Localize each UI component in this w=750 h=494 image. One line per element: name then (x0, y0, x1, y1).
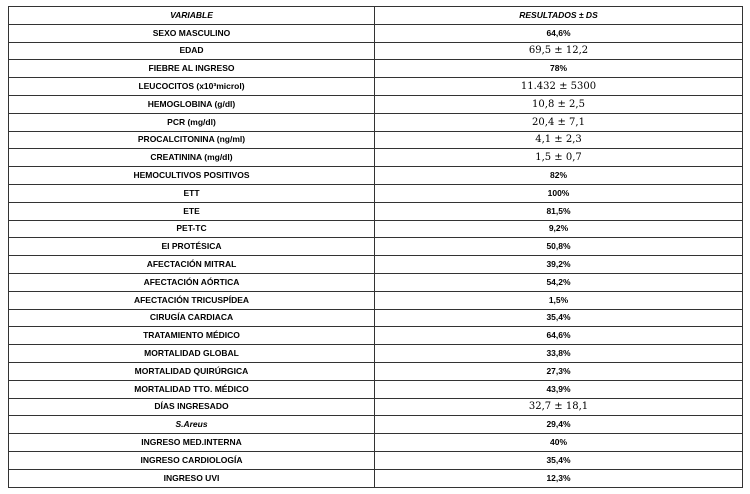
table-row (9, 345, 743, 363)
table-row (9, 238, 743, 256)
variable-cell: MORTALIDAD TTO. MÉDICO (9, 380, 375, 398)
value-cell: 32,7 ± 18,1 (375, 398, 743, 416)
variable-cell: HEMOCULTIVOS POSITIVOS (9, 167, 375, 185)
variable-cell: AFECTACIÓN MITRAL (9, 256, 375, 274)
table-row (9, 291, 743, 309)
value-cell: 11.432 ± 5300 (375, 78, 743, 96)
variable-cell: INGRESO MED.INTERNA (9, 434, 375, 452)
value-cell: 81,5% (375, 202, 743, 220)
table-row (9, 469, 743, 487)
table-row (9, 398, 743, 416)
value-cell: 50,8% (375, 238, 743, 256)
table-row (9, 95, 743, 113)
table-row (9, 131, 743, 149)
variable-cell: ETE (9, 202, 375, 220)
value-cell: 4,1 ± 2,3 (375, 131, 743, 149)
value-cell: 43,9% (375, 380, 743, 398)
variable-cell: CIRUGÍA CARDIACA (9, 309, 375, 327)
variable-cell: CREATININA (mg/dl) (9, 149, 375, 167)
value-cell: 27,3% (375, 362, 743, 380)
value-cell: 35,4% (375, 451, 743, 469)
results-table (8, 6, 743, 488)
table-row (9, 451, 743, 469)
value-cell: 64,6% (375, 24, 743, 42)
value-cell: 54,2% (375, 273, 743, 291)
table-row (9, 24, 743, 42)
variable-cell: PET-TC (9, 220, 375, 238)
table-row (9, 42, 743, 60)
variable-cell: DÍAS INGRESADO (9, 398, 375, 416)
table-row (9, 362, 743, 380)
value-cell: 35,4% (375, 309, 743, 327)
variable-cell: FIEBRE AL INGRESO (9, 60, 375, 78)
variable-cell: AFECTACIÓN AÓRTICA (9, 273, 375, 291)
variable-cell: INGRESO CARDIOLOGÍA (9, 451, 375, 469)
table-row (9, 149, 743, 167)
table-row (9, 273, 743, 291)
variable-cell: S.Areus (9, 416, 375, 434)
table-row (9, 184, 743, 202)
value-cell: 78% (375, 60, 743, 78)
table-row (9, 202, 743, 220)
column-header-variable: VARIABLE (9, 7, 375, 25)
variable-cell: HEMOGLOBINA (g/dl) (9, 95, 375, 113)
table-row (9, 327, 743, 345)
table-row (9, 167, 743, 185)
variable-cell: AFECTACIÓN TRICUSPÍDEA (9, 291, 375, 309)
value-cell: 9,2% (375, 220, 743, 238)
table-row (9, 309, 743, 327)
variable-cell: LEUCOCITOS (x10³microl) (9, 78, 375, 96)
variable-cell: TRATAMIENTO MÉDICO (9, 327, 375, 345)
table-row (9, 220, 743, 238)
table-row (9, 256, 743, 274)
value-cell: 40% (375, 434, 743, 452)
value-cell: 33,8% (375, 345, 743, 363)
value-cell: 1,5% (375, 291, 743, 309)
table-header-row (9, 7, 743, 25)
value-cell: 10,8 ± 2,5 (375, 95, 743, 113)
variable-cell: SEXO MASCULINO (9, 24, 375, 42)
table-row (9, 113, 743, 131)
variable-cell: MORTALIDAD QUIRÚRGICA (9, 362, 375, 380)
table-row (9, 434, 743, 452)
value-cell: 100% (375, 184, 743, 202)
variable-cell: PCR (mg/dl) (9, 113, 375, 131)
value-cell: 12,3% (375, 469, 743, 487)
variable-cell: ETT (9, 184, 375, 202)
value-cell: 64,6% (375, 327, 743, 345)
variable-cell: INGRESO UVI (9, 469, 375, 487)
value-cell: 39,2% (375, 256, 743, 274)
variable-cell: EDAD (9, 42, 375, 60)
value-cell: 82% (375, 167, 743, 185)
column-header-resultados: RESULTADOS ± DS (375, 7, 743, 25)
variable-cell: EI PROTÉSICA (9, 238, 375, 256)
variable-cell: PROCALCITONINA (ng/ml) (9, 131, 375, 149)
value-cell: 29,4% (375, 416, 743, 434)
table-row (9, 416, 743, 434)
value-cell: 69,5 ± 12,2 (375, 42, 743, 60)
table-row (9, 78, 743, 96)
value-cell: 1,5 ± 0,7 (375, 149, 743, 167)
table-row (9, 60, 743, 78)
table-row (9, 380, 743, 398)
variable-cell: MORTALIDAD GLOBAL (9, 345, 375, 363)
value-cell: 20,4 ± 7,1 (375, 113, 743, 131)
